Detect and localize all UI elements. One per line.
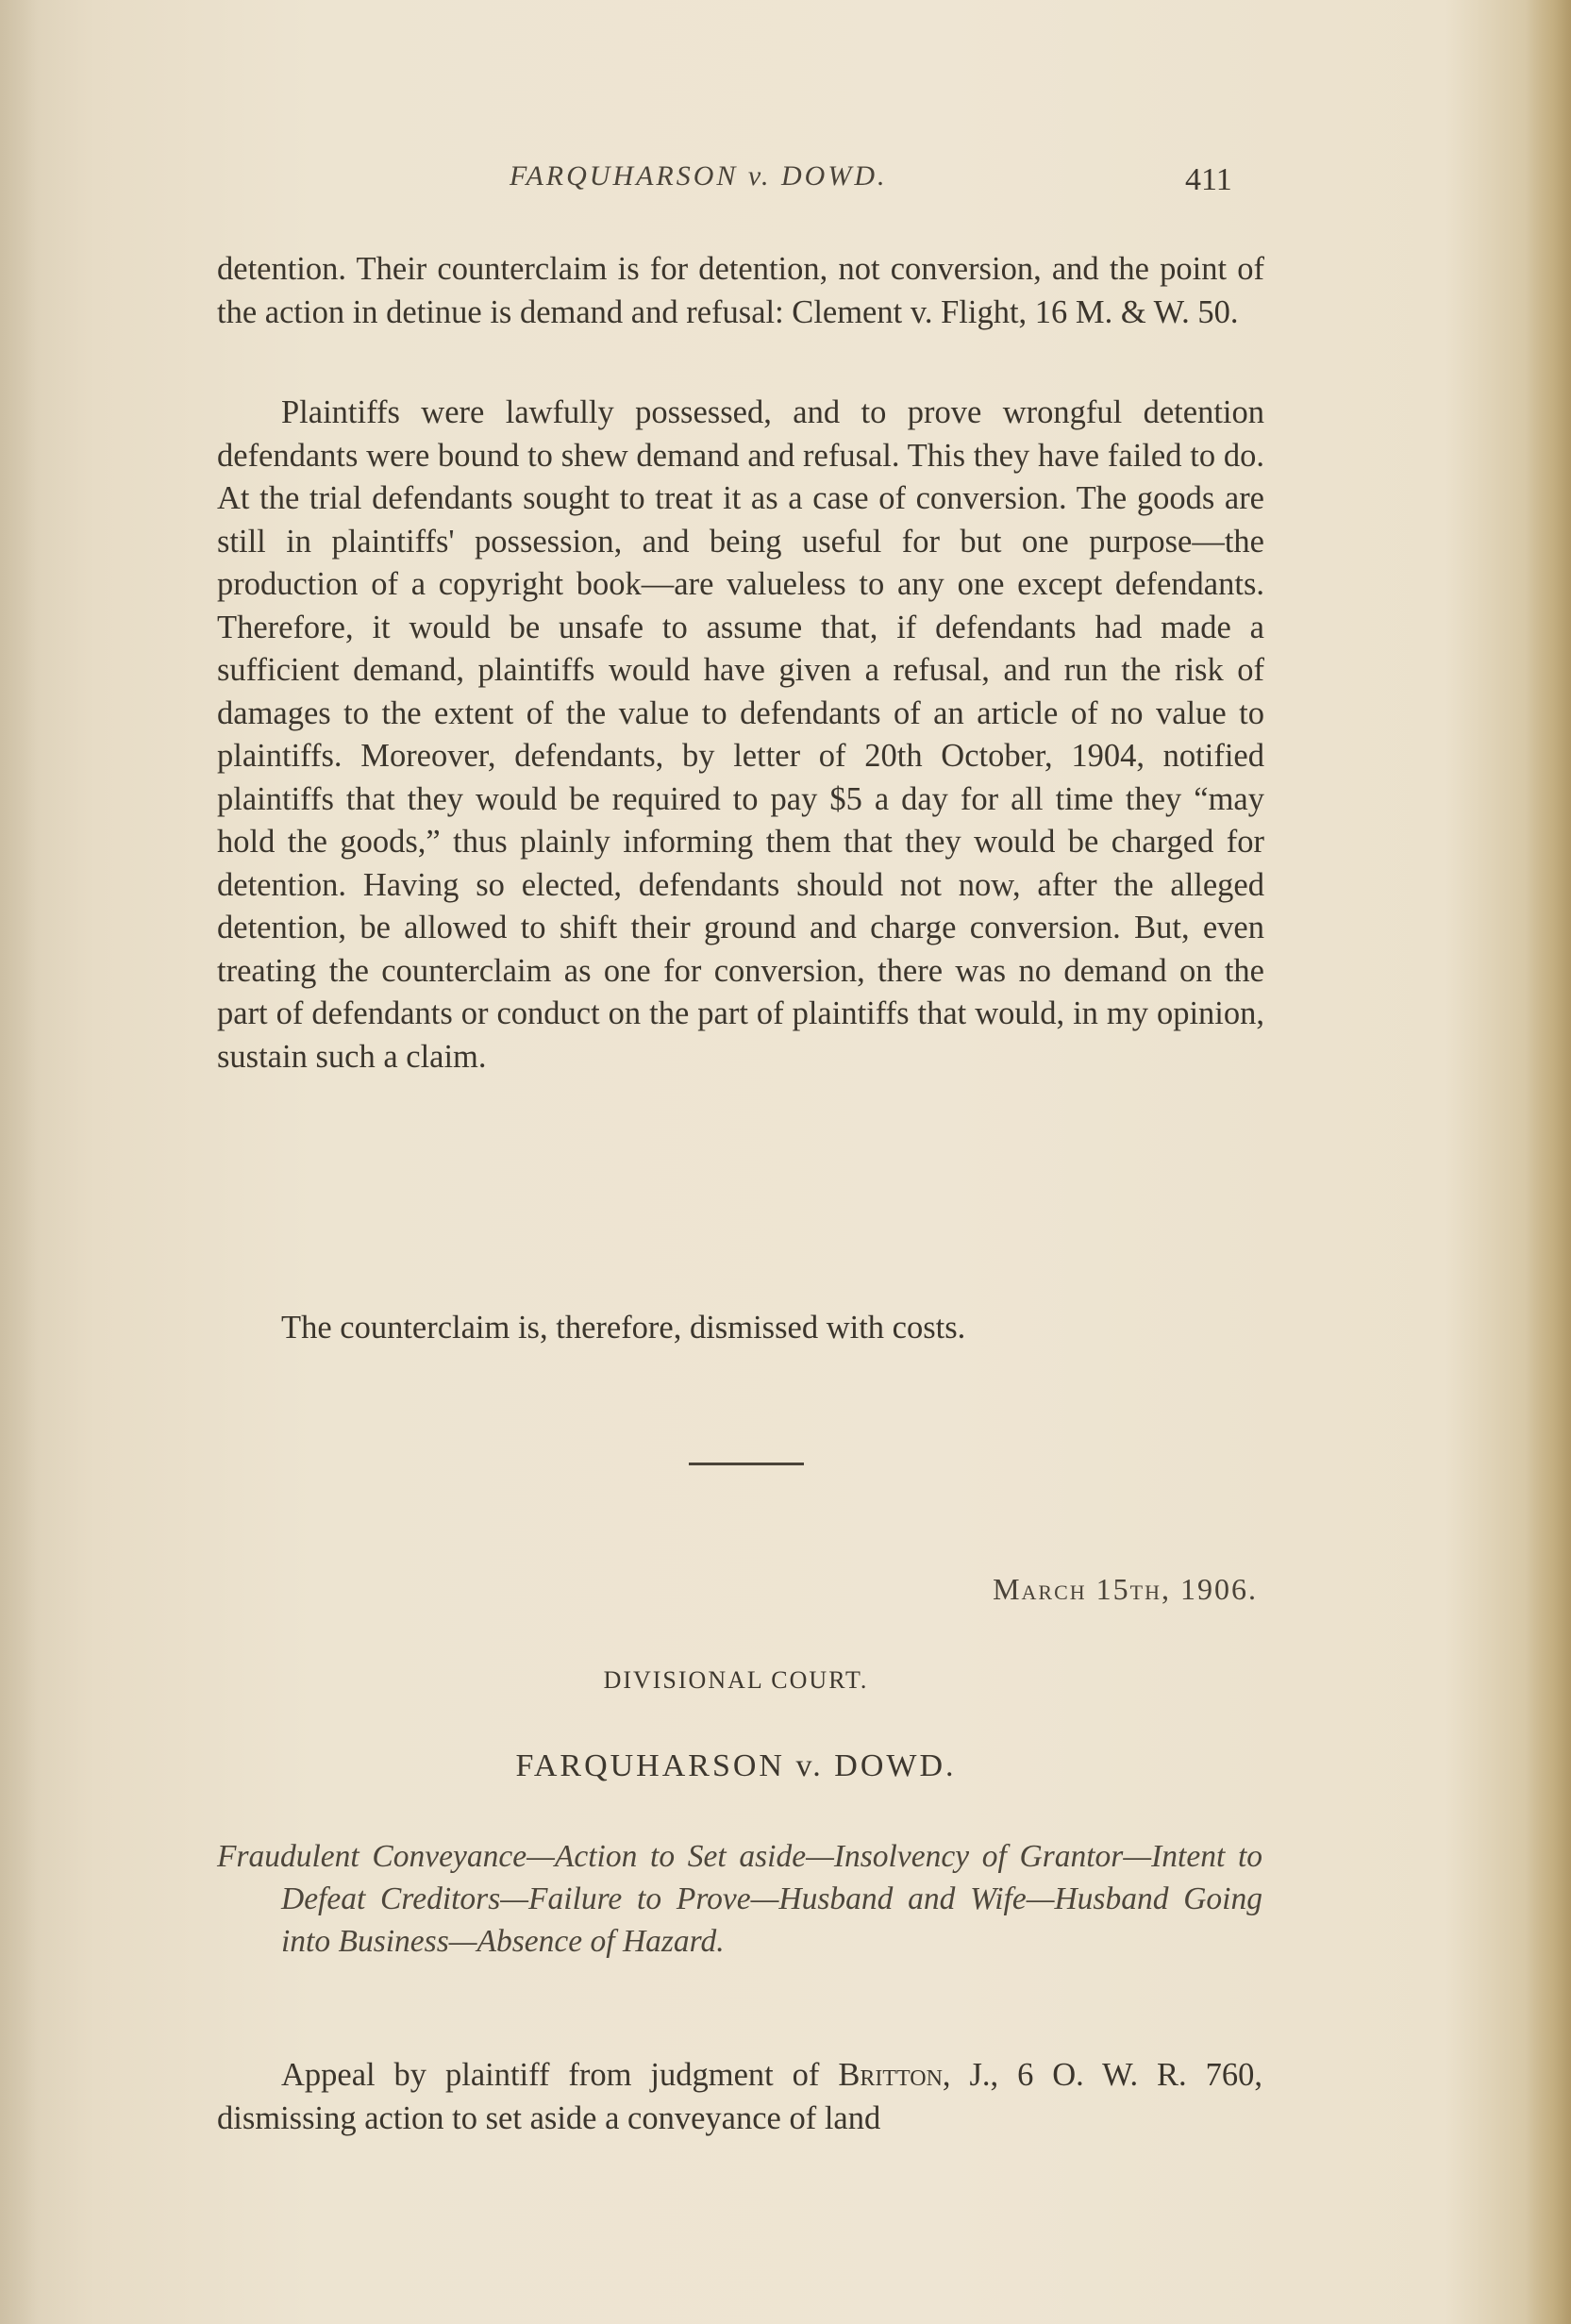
appeal-judge: Britton bbox=[838, 2057, 943, 2093]
case-date: March 15th, 1906. bbox=[993, 1572, 1258, 1606]
appeal-prefix: Appeal by plaintiff from judgment of bbox=[281, 2057, 839, 2093]
appeal-paragraph bbox=[217, 2054, 1262, 2140]
paragraph-1: detention. Their counterclaim is for detention, not conversion, and the point of the action in detinue is demand and refusal: Clement v. Flight, 16 M. & W. 50. bbox=[217, 251, 1264, 330]
page-gutter-shadow bbox=[0, 0, 38, 2324]
running-header: FARQUHARSON v. DOWD. bbox=[510, 160, 888, 192]
court-name: DIVISIONAL COURT. bbox=[603, 1666, 869, 1694]
page-number: 411 bbox=[1185, 162, 1232, 197]
section-divider bbox=[689, 1463, 804, 1465]
case-title: FARQUHARSON v. DOWD. bbox=[515, 1748, 957, 1783]
paragraph-3: The counterclaim is, therefore, dismissed with costs. bbox=[281, 1310, 966, 1346]
paragraph-2: Plaintiffs were lawfully possessed, and to prove wrongful detention defendants were bound to shew demand and refusal. This they have failed to do. At the trial defendants sought to treat it as a case of conversion. The goods are still in plaintiffs' possession, and being useful for but one purpose—the production of a copyright book—are valueless to any one except defendants. Therefore, it would be unsafe to assume that, if defendants had made a sufficient demand, plaintiffs would have given a refusal, and run the risk of damages to the extent of the value to defendants of an article of no value to plaintiffs. Moreover, defendants, by letter of 20th October, 1904, notified plaintiffs that they would be required to pay $5 a day for all time they “may hold the goods,” thus plainly informing them that they would be charged for detention. Having so elected, defendants should not now, after the alleged detention, be allowed to shift their ground and charge conversion. But, even treating the counterclaim as one for conversion, there was no demand on the part of defendants or conduct on the part of plaintiffs that would, in my opinion, sustain such a claim. bbox=[217, 394, 1264, 1075]
appeal-suffix: , J., 6 O. W. R. 760, dismissing action to set aside a conveyance of land bbox=[217, 2057, 1262, 2136]
page-edge bbox=[1526, 0, 1571, 2324]
case-headnote: Fraudulent Conveyance—Action to Set aside—Insolvency of Grantor—Intent to Defeat Creditors—Failure to Prove—Husband and Wife—Husband Going into Business—Absence of Hazard. bbox=[217, 1839, 1262, 1959]
